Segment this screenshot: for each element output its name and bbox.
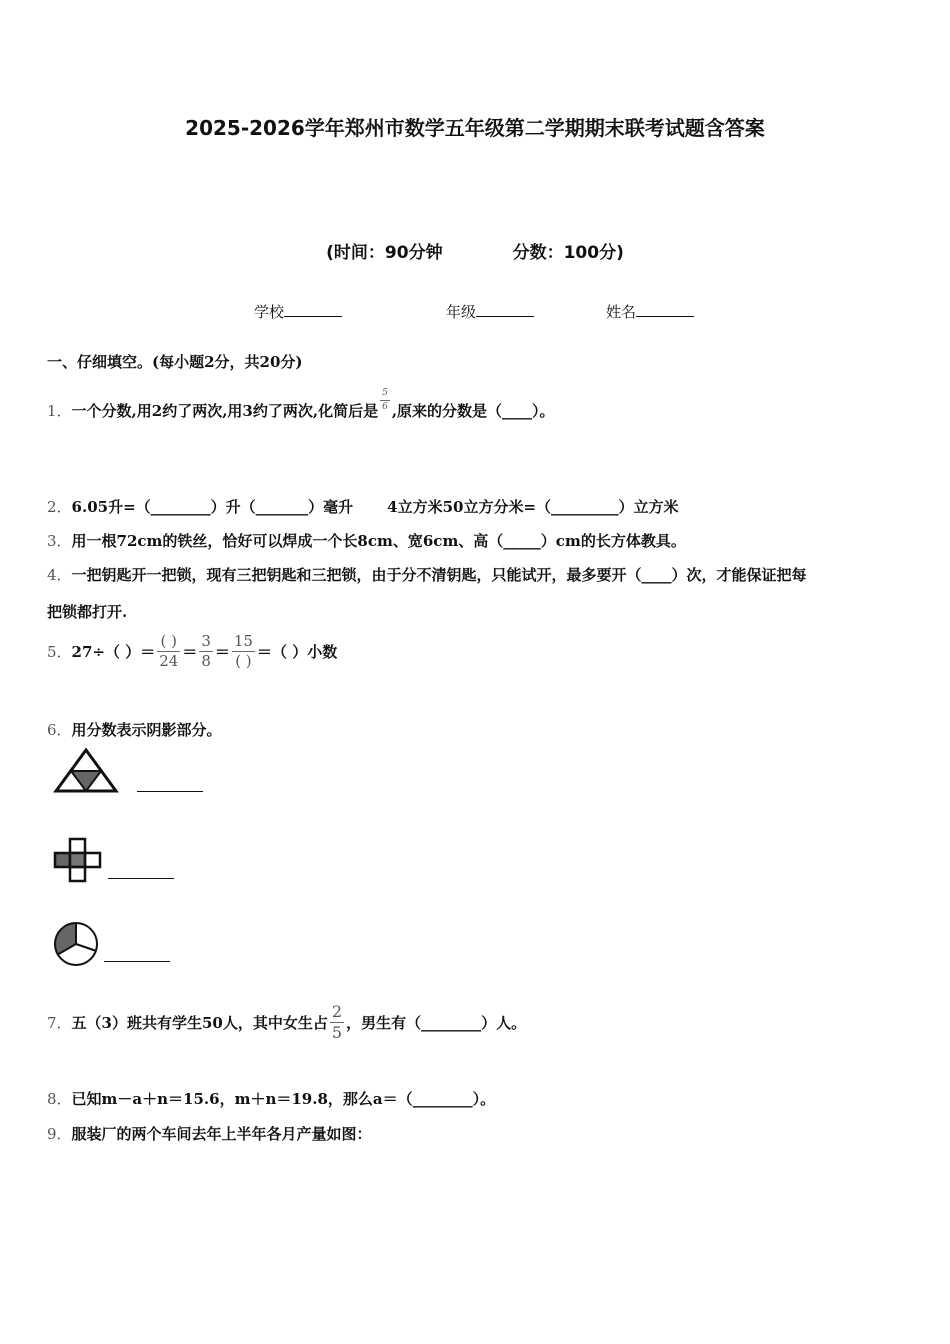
fraction bbox=[330, 1004, 344, 1041]
denominator: 6 bbox=[382, 401, 388, 412]
grade-field bbox=[446, 301, 534, 322]
question-number: 2． bbox=[47, 498, 72, 516]
question-8 bbox=[47, 1088, 495, 1109]
bottom-square bbox=[70, 867, 85, 881]
exam-score: 分数：100分) bbox=[512, 243, 624, 263]
question-number: 5． bbox=[47, 643, 72, 661]
question-text: 一个分数,用2约了两次,用3约了两次,化简后是 bbox=[71, 402, 379, 420]
question-3 bbox=[47, 530, 686, 551]
question-2 bbox=[47, 496, 679, 517]
fraction bbox=[380, 389, 390, 412]
page-title: 2025-2026学年郑州市数学五年级第二学期期末联考试题含答案 bbox=[185, 116, 765, 140]
denominator: 5 bbox=[331, 1023, 343, 1042]
numerator: 2 bbox=[331, 1002, 343, 1021]
question-text: 用分数表示阴影部分。 bbox=[71, 721, 222, 739]
school-field bbox=[254, 301, 342, 322]
triangle-figure bbox=[52, 747, 120, 795]
question-text-part-b: 4立方米50立方分米=（_________）立方米 bbox=[387, 498, 679, 516]
numerator: 15 bbox=[233, 632, 253, 650]
denominator: 8 bbox=[201, 652, 211, 670]
exam-info bbox=[0, 238, 950, 263]
left-square-shaded bbox=[55, 853, 70, 867]
fraction-2 bbox=[199, 634, 213, 669]
question-number: 9． bbox=[47, 1125, 72, 1143]
section-heading: 一、仔细填空。(每小题2分，共20分) bbox=[47, 353, 303, 371]
question-text: 一把钥匙开一把锁，现有三把钥匙和三把锁，由于分不清钥匙，只能试开，最多要开（____）次，才能保证把每 bbox=[71, 566, 807, 584]
cross-figure bbox=[52, 836, 104, 884]
denominator: 24 bbox=[159, 652, 179, 670]
question-number: 4． bbox=[47, 566, 72, 584]
question-text-tail: ，男生有（________）人。 bbox=[346, 1014, 527, 1032]
grade-blank[interactable] bbox=[476, 302, 534, 317]
question-9 bbox=[47, 1123, 372, 1144]
question-number: 1． bbox=[47, 402, 72, 420]
numerator: ( ) bbox=[160, 632, 177, 650]
circle-figure bbox=[50, 920, 102, 968]
question-number: 7． bbox=[47, 1014, 72, 1032]
question-6 bbox=[47, 719, 222, 740]
question-4-continued: 把锁都打开. bbox=[47, 603, 128, 621]
exam-time: (时间：90分钟 bbox=[326, 243, 443, 263]
question-number: 6． bbox=[47, 721, 72, 739]
question-4 bbox=[47, 564, 807, 585]
top-square bbox=[70, 839, 85, 853]
center-square-shaded bbox=[70, 853, 85, 867]
question-number: 3． bbox=[47, 532, 72, 550]
question-text: 已知m－a＋n＝15.6，m＋n＝19.8，那么a＝（________）。 bbox=[71, 1090, 496, 1108]
fraction-3 bbox=[232, 634, 255, 669]
school-blank[interactable] bbox=[284, 302, 342, 317]
question-5 bbox=[47, 634, 337, 684]
question-text-tail: ＝（ ）小数 bbox=[256, 643, 338, 661]
equals-sign: ＝ bbox=[214, 643, 230, 661]
school-label: 学校 bbox=[254, 303, 285, 321]
question-text: 服装厂的两个车间去年上半年各月产量如图： bbox=[71, 1125, 372, 1143]
numerator: 5 bbox=[382, 387, 388, 398]
name-field bbox=[606, 301, 694, 322]
question-7 bbox=[47, 1004, 526, 1054]
shaded-triangle bbox=[71, 771, 101, 791]
answer-blank-1[interactable] bbox=[137, 791, 203, 792]
answer-blank-2[interactable] bbox=[108, 878, 174, 879]
answer-blank-3[interactable] bbox=[104, 961, 170, 962]
grade-label: 年级 bbox=[446, 303, 477, 321]
question-text: 五（3）班共有学生50人，其中女生占 bbox=[71, 1014, 328, 1032]
question-text: 27÷（ ）＝ bbox=[71, 643, 156, 661]
denominator: ( ) bbox=[235, 652, 252, 670]
question-text: 用一根72cm的铁丝，恰好可以焊成一个长8cm、宽6cm、高（_____）cm的长方体教具。 bbox=[71, 532, 686, 550]
question-number: 8． bbox=[47, 1090, 72, 1108]
numerator: 3 bbox=[201, 632, 211, 650]
question-1 bbox=[47, 387, 555, 424]
name-label: 姓名 bbox=[606, 303, 637, 321]
question-text-tail: ,原来的分数是（____）。 bbox=[391, 402, 555, 420]
question-text: 6.05升=（________）升（_______）毫升 bbox=[71, 498, 354, 516]
name-blank[interactable] bbox=[636, 302, 694, 317]
equals-sign: ＝ bbox=[182, 643, 198, 661]
fraction-1 bbox=[157, 634, 180, 669]
right-square bbox=[85, 853, 100, 867]
